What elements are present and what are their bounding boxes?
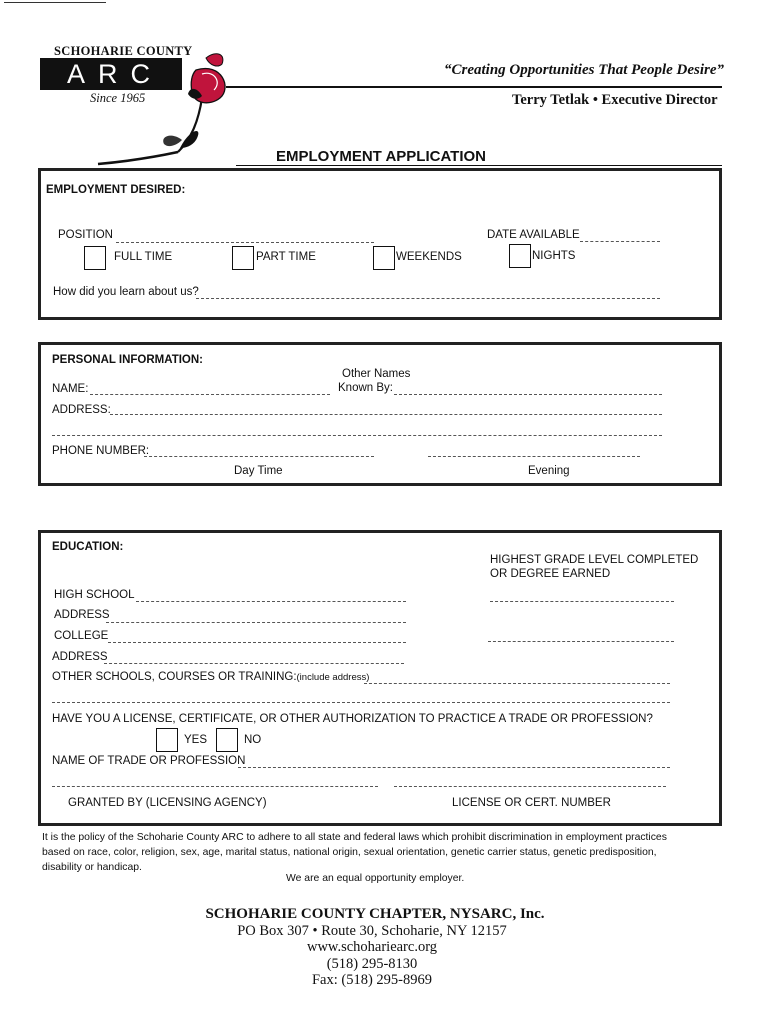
trade-profession-label: NAME OF TRADE OR PROFESSION [52, 755, 246, 767]
org-name-top: SCHOHARIE COUNTY [54, 44, 193, 58]
policy-statement [42, 830, 667, 875]
footer-org: SCHOHARIE COUNTY CHAPTER, NYSARC, Inc. [205, 906, 545, 922]
full-time-checkbox[interactable] [84, 246, 106, 270]
nights-checkbox[interactable] [509, 244, 531, 268]
college-label: COLLEGE [54, 630, 109, 642]
trade-profession-field[interactable] [238, 767, 670, 768]
arc-logo-text: ARC [66, 59, 163, 89]
highest-grade-label-2: OR DEGREE EARNED [490, 568, 611, 580]
license-number-label: LICENSE OR CERT. NUMBER [452, 797, 611, 809]
equal-opportunity-statement: We are an equal opportunity employer. [286, 873, 465, 884]
executive-director: Terry Tetlak • Executive Director [512, 92, 718, 108]
high-school-label: HIGH SCHOOL [54, 589, 135, 601]
rose-icon [90, 40, 240, 168]
other-schools-label [52, 671, 369, 683]
footer-block [0, 906, 770, 989]
date-available-field[interactable] [580, 241, 660, 242]
footer-address: PO Box 307 • Route 30, Schoharie, NY 12157 [237, 922, 507, 939]
license-yes-checkbox[interactable] [156, 728, 178, 752]
license-number-field[interactable] [394, 786, 666, 787]
license-no-label: NO [244, 734, 262, 746]
education-heading: EDUCATION: [52, 541, 124, 553]
part-time-label: PART TIME [256, 251, 316, 263]
license-no-checkbox[interactable] [216, 728, 238, 752]
licensing-agency-field[interactable] [52, 786, 378, 787]
footer-website: www.schohariearc.org [306, 939, 438, 956]
position-label: POSITION [58, 229, 113, 241]
position-field[interactable] [116, 242, 374, 243]
address-field-1[interactable] [110, 414, 662, 415]
high-school-address-field[interactable] [106, 622, 406, 623]
other-names-label-2: Known By: [338, 382, 393, 394]
other-schools-field-1[interactable] [364, 683, 670, 684]
day-time-label: Day Time [234, 465, 283, 477]
letterhead-rule [226, 86, 722, 88]
employment-heading: EMPLOYMENT DESIRED: [46, 184, 186, 196]
personal-heading: PERSONAL INFORMATION: [52, 354, 203, 366]
other-schools-note: (include address) [296, 672, 370, 683]
footer-phone: (518) 295-8130 [326, 955, 418, 972]
name-field[interactable] [90, 394, 330, 395]
high-school-address-label: ADDRESS [54, 609, 110, 621]
title-rule [236, 165, 722, 166]
name-label: NAME: [52, 383, 89, 395]
weekends-checkbox[interactable] [373, 246, 395, 270]
college-address-field[interactable] [104, 663, 404, 664]
license-yes-label: YES [184, 734, 208, 746]
other-schools-text: OTHER SCHOOLS, COURSES OR TRAINING: [52, 671, 297, 683]
high-school-grade-field[interactable] [490, 601, 674, 602]
weekends-label: WEEKENDS [396, 251, 462, 263]
phone-number-label: PHONE NUMBER: [52, 445, 150, 457]
other-names-field[interactable] [394, 394, 662, 395]
highest-grade-label-1: HIGHEST GRADE LEVEL COMPLETED [490, 554, 699, 566]
license-question: HAVE YOU A LICENSE, CERTIFICATE, OR OTHER AUTHORIZATION TO PRACTICE A TRADE OR PROFESSION? [52, 713, 653, 725]
licensing-agency-label: GRANTED BY (LICENSING AGENCY) [68, 797, 267, 809]
policy-line-3: disability or handicap. [42, 862, 142, 873]
top-rule [4, 2, 106, 3]
high-school-field[interactable] [136, 601, 406, 602]
phone-day-field[interactable] [144, 456, 374, 457]
college-degree-field[interactable] [488, 641, 674, 642]
full-time-label: FULL TIME [114, 251, 173, 263]
college-address-label: ADDRESS [52, 651, 108, 663]
learn-about-us-label: How did you learn about us? [53, 286, 199, 298]
phone-evening-field[interactable] [428, 456, 640, 457]
since-text: Since 1965 [90, 91, 146, 105]
learn-about-us-field[interactable] [196, 298, 660, 299]
policy-line-1: It is the policy of the Schoharie County ARC to adhere to all state and federal laws which prohibit discrimination in employment practices [42, 832, 667, 843]
other-schools-field-2[interactable] [52, 702, 670, 703]
tagline: “Creating Opportunities That People Desire” [444, 62, 725, 78]
evening-label: Evening [528, 465, 570, 477]
nights-label: NIGHTS [532, 250, 576, 262]
policy-line-2: based on race, color, religion, sex, age, marital status, national origin, sexual orientation, genetic carrier status, genetic predisposition, [42, 847, 657, 858]
form-title: EMPLOYMENT APPLICATION [276, 148, 486, 165]
address-label: ADDRESS: [52, 404, 111, 416]
part-time-checkbox[interactable] [232, 246, 254, 270]
college-field[interactable] [108, 642, 406, 643]
footer-fax: Fax: (518) 295-8969 [311, 972, 432, 989]
other-names-label-1: Other Names [342, 368, 411, 380]
date-available-label: DATE AVAILABLE [487, 229, 580, 241]
address-field-2[interactable] [52, 435, 662, 436]
